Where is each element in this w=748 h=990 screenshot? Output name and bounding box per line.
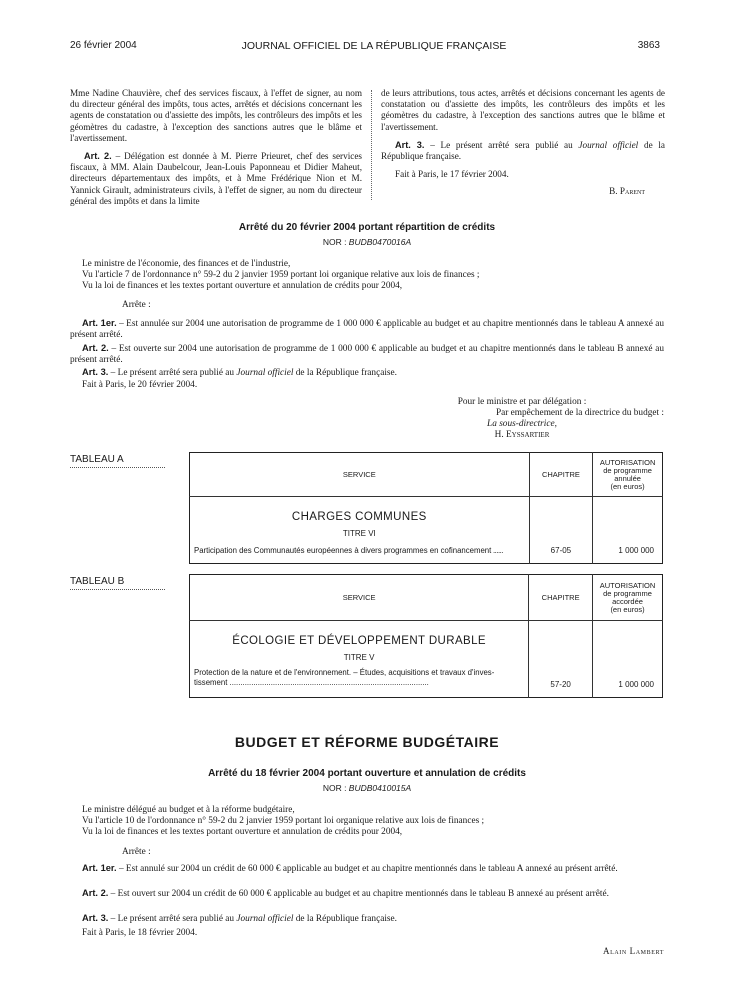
right-article-3 [381,140,665,162]
article-label: Art. 2. [84,151,112,162]
table-row [190,497,663,564]
article-text-pre: – Le présent arrêté sera publié au [108,914,237,924]
service-cell [190,621,529,698]
amount-cell: 1 000 000 [593,497,663,564]
auth-line-4: (en euros) [610,604,645,614]
left-paragraph-1: Mme Nadine Chauvière, chef des services fiscaux, à l'effet de signer, au nom du directeur général des impôts, tous actes, arrêtés et décisions concernant les agents de constatation ou d'assiette des impôts, les contrôleurs des impôts et les géomètres du cadastre, à l'exception des sanctions autres que le blâme et l'avertissement. [70,88,362,143]
table-header-row [190,575,663,621]
right-paragraph-1: de leurs attributions, tous actes, arrêtés et décisions concernant les agents de constatation ou d'assiette des impôts, les contrôleurs des impôts et les géomètres du cadastre, à l'exception des sanctions autres que le blâme et l'avertissement. [381,88,665,132]
arrete1-article-2 [70,343,664,366]
right-signature: B. Parent [609,186,645,197]
row-description-line-2: tissement ............................................................................................ [194,678,429,687]
budget-arrete: Arrête : [122,847,151,857]
arrete1-article-3 [70,367,664,379]
row-description: Participation des Communautés européennes à divers programmes en cofinancement ...... [194,546,503,555]
table-row [190,621,663,698]
article-text: – Est ouverte sur 2004 une autorisation de programme de 1 000 000 € applicable au budget et au chapitre mentionnés dans le tableau B annexé au présent arrêté. [70,344,664,365]
journal-officiel-italic: Journal officiel [236,914,294,924]
chapitre-cell: 57-20 [529,621,593,698]
journal-officiel-italic: Journal officiel [236,368,294,378]
nor-code: BUDB0470016A [348,237,412,247]
budget-arrete-title: Arrêté du 18 février 2004 portant ouverture et annulation de crédits [208,768,526,779]
arrete1-line-2: Vu l'article 7 de l'ordonnance n° 59-2 du 2 janvier 1959 portant loi organique relative aux lois de finances ; [82,270,480,280]
header-service: SERVICE [190,453,530,497]
article-label: Art. 3. [82,913,109,923]
column-divider [371,90,372,200]
signature-line-4: H. Eyssartier [494,430,550,440]
signature-line-3: La sous-directrice, [487,419,557,429]
page-number: 3863 [637,40,660,51]
auth-line-1: AUTORISATION [599,457,656,467]
header-chapitre: CHAPITRE [529,575,593,621]
budget-article-1 [70,863,664,875]
arrete1-signature-block [380,397,664,441]
budget-nor [70,783,664,793]
service-cell [190,497,530,564]
article-text: – Est annulé sur 2004 un crédit de 60 000 € applicable au budget et au chapitre mentionnés dans le tableau A annexé au présent arrêté. [116,864,618,874]
article-label: Art. 2. [82,343,109,353]
auth-line-1: AUTORISATION [599,580,656,590]
tableau-a-label: TABLEAU A [70,454,124,465]
arrete1-nor [70,237,664,247]
auth-line-3: annulée [614,473,641,483]
article-label: Art. 2. [82,888,109,898]
tableau-b-table [189,574,663,698]
article-label: Art. 1er. [82,863,117,873]
tableau-a-underline [70,467,165,468]
header-chapitre: CHAPITRE [529,453,593,497]
tableau-b-underline [70,589,165,590]
journal-title: JOURNAL OFFICIEL DE LA RÉPUBLIQUE FRANÇAISE [241,40,507,52]
budget-section-heading: BUDGET ET RÉFORME BUDGÉTAIRE [234,734,500,750]
tableau-a-table [189,452,663,564]
article-text-post: de la République française. [293,368,397,378]
article-label: Art. 3. [395,139,425,150]
article-text-post: de la République française. [381,139,665,162]
article-text: – Est annulée sur 2004 une autorisation de programme de 1 000 000 € applicable au budget et au chapitre mentionnés dans le tableau A annexé au présent arrêté. [70,319,665,340]
header-autorisation [593,575,663,621]
titre-label: TITRE V [343,653,375,662]
article-text-pre: – Le présent arrêté sera publié au [424,139,579,150]
article-text: – Est ouvert sur 2004 un crédit de 60 000 € applicable au budget et au chapitre mentionnés dans le tableau B annexé au présent arrêté. [108,889,609,899]
article-text-post: de la République française. [293,914,397,924]
amount-cell: 1 000 000 [593,621,663,698]
article-text: – Délégation est donnée à M. Pierre Prieuret, chef des services fiscaux, à MM. Alain Daubelcour, Jean-Louis Paponneau et Didier Maheut, directeurs départementaux des impôts, et à Mme Frédérique Nion et M. Yannick Girault, administrateurs civils, à l'effet de signer, au nom du directeur général des impôts et dans la limite [70,151,362,206]
article-text-pre: – Le présent arrêté sera publié au [108,368,237,378]
header-date: 26 février 2004 [70,40,137,51]
auth-line-4: (en euros) [610,481,645,491]
arrete1-line-3: Vu la loi de finances et les textes portant ouverture et annulation de crédits pour 2004, [82,281,403,291]
budget-line-2: Vu l'article 10 de l'ordonnance n° 59-2 du 2 janvier 1959 portant loi organique relative aux lois de finances ; [82,816,485,826]
header-autorisation [593,453,663,497]
right-column [381,88,665,198]
tableau-b-label: TABLEAU B [70,576,125,587]
section-title: ÉCOLOGIE ET DÉVELOPPEMENT DURABLE [232,635,486,647]
signature-line-2: Par empêchement de la directrice du budget : [495,408,664,418]
arrete1-article-1 [70,318,664,341]
auth-line-2: de programme [603,588,652,598]
row-description [194,668,524,688]
row-description-line-2-text: tissement [194,678,228,687]
row-description-line-1: Protection de la nature et de l'environnement. – Études, acquisitions et travaux d'inves- [194,668,495,677]
budget-article-2 [70,888,664,900]
signature-line-1: Pour le ministre et par délégation : [457,397,587,407]
nor-label: NOR : [322,783,349,793]
article-label: Art. 3. [82,367,109,377]
article-label: Art. 1er. [82,318,117,328]
left-column [70,88,362,207]
arrete1-fait: Fait à Paris, le 20 février 2004. [82,380,198,390]
arrete1-title: Arrêté du 20 février 2004 portant répartition de crédits [238,222,496,233]
chapitre-cell: 67-05 [529,497,593,564]
auth-line-2: de programme [603,465,652,475]
nor-label: NOR : [322,237,349,247]
nor-code: BUDB0410015A [348,783,412,793]
budget-article-3 [70,913,664,925]
budget-line-3: Vu la loi de finances et les textes portant ouverture et annulation de crédits pour 2004, [82,827,403,837]
left-article-2 [70,151,362,207]
section-title: CHARGES COMMUNES [291,511,427,523]
header-service: SERVICE [190,575,529,621]
table-header-row [190,453,663,497]
budget-signature: Alain Lambert [602,946,664,956]
right-fait: Fait à Paris, le 17 février 2004. [395,169,509,180]
row-description-text: Participation des Communautés européennes à divers programmes en cofinancement [194,546,492,555]
titre-label: TITRE VI [342,529,376,538]
budget-fait: Fait à Paris, le 18 février 2004. [82,928,198,938]
arrete1-line-1: Le ministre de l'économie, des finances et de l'industrie, [82,259,291,269]
budget-line-1: Le ministre délégué au budget et à la réforme budgétaire, [82,805,295,815]
journal-officiel-italic: Journal officiel [578,139,639,150]
arrete1-arrete: Arrête : [122,300,151,310]
auth-line-3: accordée [612,596,643,606]
